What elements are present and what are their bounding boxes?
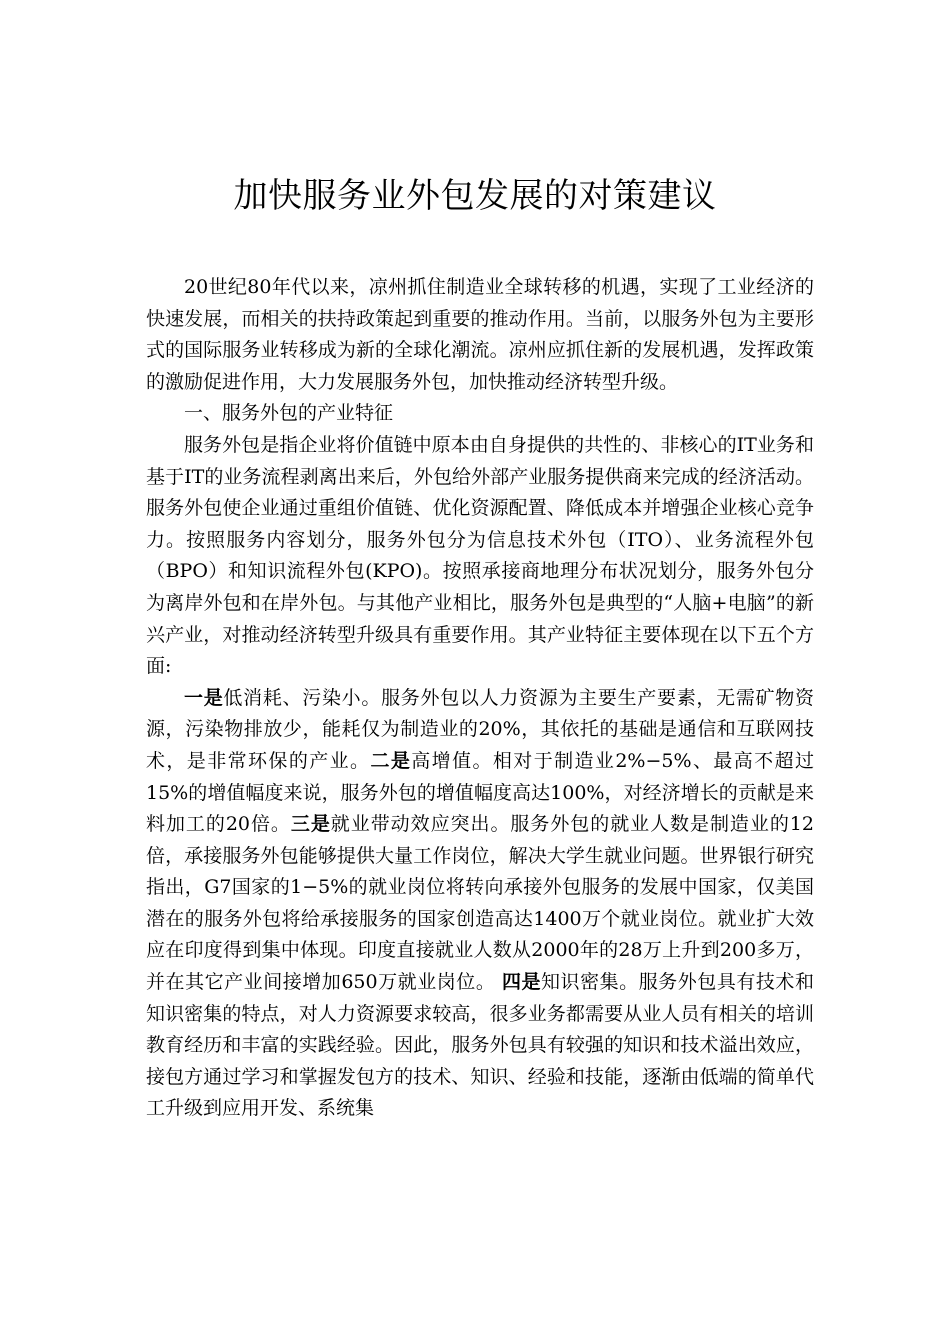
section-heading: 一、服务外包的产业特征 <box>184 402 394 425</box>
intro-paragraph: 20世纪80年代以来，凉州抓住制造业全球转移的机遇，实现了工业经济的快速发展，而相关的扶持政策起到重要的推动作用。当前，以服务外包为主要形式的国际服务业转移成为新的全球化潮流。凉州应抓住新的发展机遇，发挥政策的激励促进作用，大力发展服务外包，加快推动经济转型升级。 <box>146 276 814 393</box>
feature-1-label: 一是 <box>184 686 224 709</box>
feature-2-label: 二是 <box>370 749 412 772</box>
feature-3-text: 就业带动效应突出。服务外包的就业人数是制造业的12倍，承接服务外包能够提供大量工作岗位，解决大学生就业问题。世界银行研究指出，G7国家的1−5%的就业岗位将转向承接外包服务的发展中国家，仅美国潜在的服务外包将给承接服务的国家创造高达1400万个就业岗位。就业扩大效应在印度得到集中体现。印度直接就业人数从2000年的28万上升到200多万，并在其它产业间接增加650万就业岗位。 <box>146 813 814 994</box>
definition-paragraph: 服务外包是指企业将价值链中原本由自身提供的共性的、非核心的IT业务和基于IT的业务流程剥离出来后，外包给外部产业服务提供商来完成的经济活动。服务外包使企业通过重组价值链、优化资源配置、降低成本并增强企业核心竞争力。按照服务内容划分，服务外包分为信息技术外包（ITO）、业务流程外包（BPO）和知识流程外包(KPO)。按照承接商地理分布状况划分，服务外包分为离岸外包和在岸外包。与其他产业相比，服务外包是典型的“人脑+电脑”的新兴产业，对推动经济转型升级具有重要作用。其产业特征主要体现在以下五个方面: <box>146 433 814 678</box>
features-paragraph <box>146 683 814 1125</box>
feature-4-label: 四是 <box>501 971 542 994</box>
document-body <box>146 272 814 1125</box>
document-title: 加快服务业外包发展的对策建议 <box>233 176 717 216</box>
feature-3-label: 三是 <box>290 813 331 836</box>
feature-2-text: 高增值。相对于制造业2%−5%、最高不超过15%的增值幅度来说，服务外包的增值幅度高达100%，对经济增长的贡献是来料加工的20倍。 <box>146 749 814 836</box>
feature-4-text: 知识密集。服务外包具有技术和知识密集的特点，对人力资源要求较高，很多业务都需要从业人员有相关的培训教育经历和丰富的实践经验。因此，服务外包具有较强的知识和技术溢出效应，接包方通过学习和掌握发包方的技术、知识、经验和技能，逐渐由低端的简单代工升级到应用开发、系统集 <box>146 971 814 1120</box>
feature-1-text: 低消耗、污染小。服务外包以人力资源为主要生产要素，无需矿物资源，污染物排放少，能耗仅为制造业的20%，其依托的基础是通信和互联网技术，是非常环保的产业。 <box>146 686 814 772</box>
